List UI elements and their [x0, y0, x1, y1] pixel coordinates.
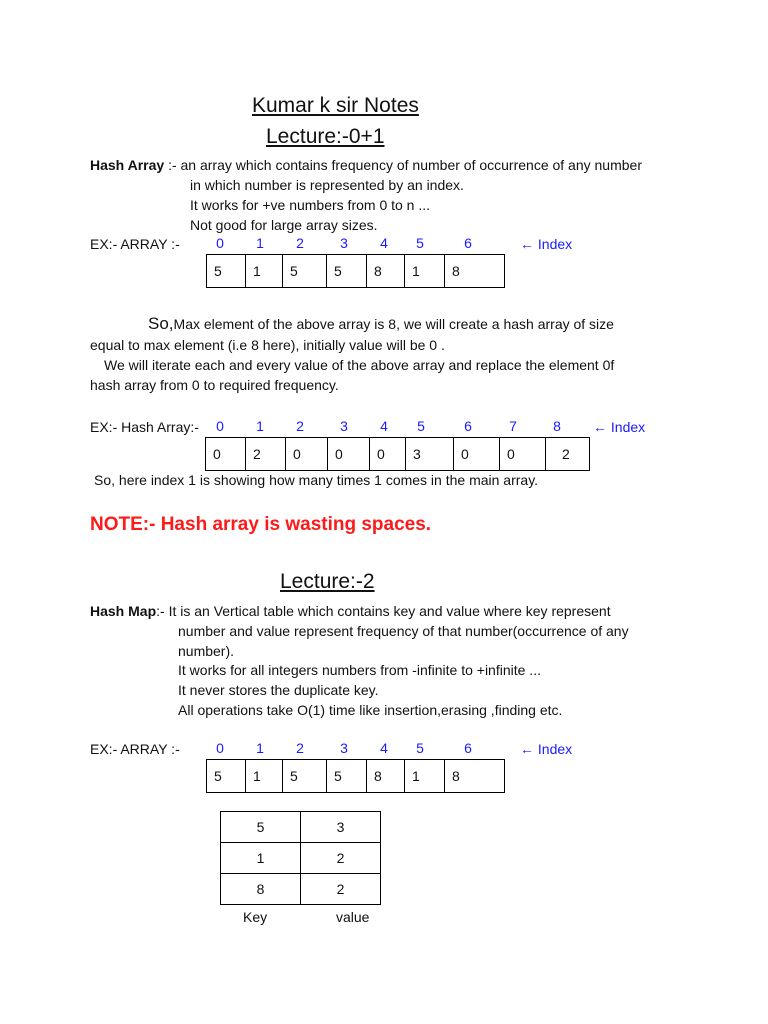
hash-array-def-3: It works for +ve numbers from 0 to n ... — [190, 197, 431, 213]
para1-line1: Max element of the above array is 8, we will create a hash array of size — [173, 316, 614, 332]
hash-array-ex-label: EX:- Hash Array:- — [90, 419, 199, 435]
index-label: 0 — [216, 740, 224, 756]
para2-line1: We will iterate each and every value of the above array and replace the element 0f — [104, 357, 615, 373]
index-label: 3 — [340, 235, 348, 251]
array-cell: 5 — [327, 760, 367, 792]
hash-index-label: 1 — [256, 418, 264, 434]
hash-cell: 0 — [328, 438, 370, 470]
explanation-para-1 — [90, 314, 614, 334]
so-word: So, — [148, 314, 174, 333]
hash-cell: 2 — [246, 438, 286, 470]
hash-cell: 0 — [370, 438, 406, 470]
index-label: 1 — [256, 235, 264, 251]
hash-map-def-6: All operations take O(1) time like insertion,erasing ,finding etc. — [178, 702, 563, 718]
hash-map-def-5: It never stores the duplicate key. — [178, 682, 379, 698]
key-cell: 5 — [221, 812, 301, 843]
ex-array-label-1: EX:- ARRAY :- — [90, 236, 180, 252]
array-cell: 8 — [445, 760, 505, 792]
lecture1-heading: Lecture:-0+1 — [266, 125, 385, 148]
index-label: 5 — [416, 740, 424, 756]
key-cell: 1 — [221, 843, 301, 874]
array-cell: 1 — [246, 760, 283, 792]
hash-array-def-4: Not good for large array sizes. — [190, 217, 378, 233]
hash-array-def-1: :- an array which contains frequency of number of occurrence of any number — [164, 157, 642, 173]
hash-index-label: 0 — [216, 418, 224, 434]
array-cell: 5 — [283, 255, 327, 287]
index-label: 1 — [256, 740, 264, 756]
array-cell: 5 — [207, 760, 246, 792]
key-column-label: Key — [243, 909, 268, 925]
hash-index-label: 3 — [340, 418, 348, 434]
notes-title: Kumar k sir Notes — [252, 94, 419, 117]
hash-cell: 0 — [454, 438, 500, 470]
array-cell: 1 — [405, 760, 445, 792]
index-label: 4 — [380, 235, 388, 251]
array-cell: 5 — [207, 255, 246, 287]
para1-line2: equal to max element (i.e 8 here), initially value will be 0 . — [90, 337, 445, 353]
hash-map-definition — [90, 601, 611, 621]
hash-map-table — [220, 811, 381, 905]
array-cell: 1 — [405, 255, 445, 287]
index-label: 2 — [296, 235, 304, 251]
array-cell: 8 — [367, 760, 405, 792]
hash-map-def-1: :- It is an Vertical table which contains key and value where key represent — [156, 603, 611, 619]
hash-index-label: 5 — [417, 418, 425, 434]
hash-cell: 0 — [500, 438, 546, 470]
table-row — [221, 874, 381, 905]
index-arrow-label-2: ← Index — [520, 741, 573, 757]
array-cell: 8 — [367, 255, 405, 287]
hash-cell: 2 — [546, 438, 590, 470]
index-label: 5 — [416, 235, 424, 251]
lecture2-heading: Lecture:-2 — [280, 570, 375, 593]
index-label: 2 — [296, 740, 304, 756]
ex-array-label-2: EX:- ARRAY :- — [90, 741, 180, 757]
array-row-1 — [206, 254, 505, 288]
array-cell: 1 — [246, 255, 283, 287]
hash-index-label: 2 — [296, 418, 304, 434]
value-cell: 2 — [301, 843, 381, 874]
hash-index-label: 6 — [464, 418, 472, 434]
value-cell: 2 — [301, 874, 381, 905]
hash-map-def-2: number and value represent frequency of that number(occurrence of any — [178, 623, 629, 639]
hash-index-label: 8 — [553, 418, 561, 434]
hash-map-def-4: It works for all integers numbers from -infinite to +infinite ... — [178, 662, 541, 678]
index-arrow-label: ← Index — [520, 236, 573, 252]
array-cell: 5 — [283, 760, 327, 792]
hash-array-definition — [90, 155, 642, 175]
array-cell: 5 — [327, 255, 367, 287]
array-cell: 8 — [445, 255, 505, 287]
table-row — [221, 812, 381, 843]
table-row — [221, 843, 381, 874]
hash-array-row — [205, 437, 590, 471]
hash-cell: 0 — [206, 438, 246, 470]
value-column-label: value — [336, 909, 370, 925]
value-cell: 3 — [301, 812, 381, 843]
hash-index-arrow-label: ← Index — [593, 419, 646, 435]
hash-array-term: Hash Array — [90, 157, 165, 173]
index-label: 0 — [216, 235, 224, 251]
index-label: 3 — [340, 740, 348, 756]
hash-map-def-3: number). — [178, 643, 235, 659]
key-cell: 8 — [221, 874, 301, 905]
hash-cell: 3 — [406, 438, 454, 470]
para2-line2: hash array from 0 to required frequency. — [90, 377, 339, 393]
index-label: 6 — [464, 740, 472, 756]
index-label: 6 — [464, 235, 472, 251]
index-label: 4 — [380, 740, 388, 756]
note-wasting-space: NOTE:- Hash array is wasting spaces. — [90, 514, 432, 535]
hash-array-def-2: in which number is represented by an index. — [190, 177, 464, 193]
array-row-2 — [206, 759, 505, 793]
hash-array-note: So, here index 1 is showing how many times 1 comes in the main array. — [94, 472, 539, 488]
hash-index-label: 7 — [509, 418, 517, 434]
hash-index-label: 4 — [380, 418, 388, 434]
hash-map-term: Hash Map — [90, 603, 157, 619]
hash-cell: 0 — [286, 438, 328, 470]
